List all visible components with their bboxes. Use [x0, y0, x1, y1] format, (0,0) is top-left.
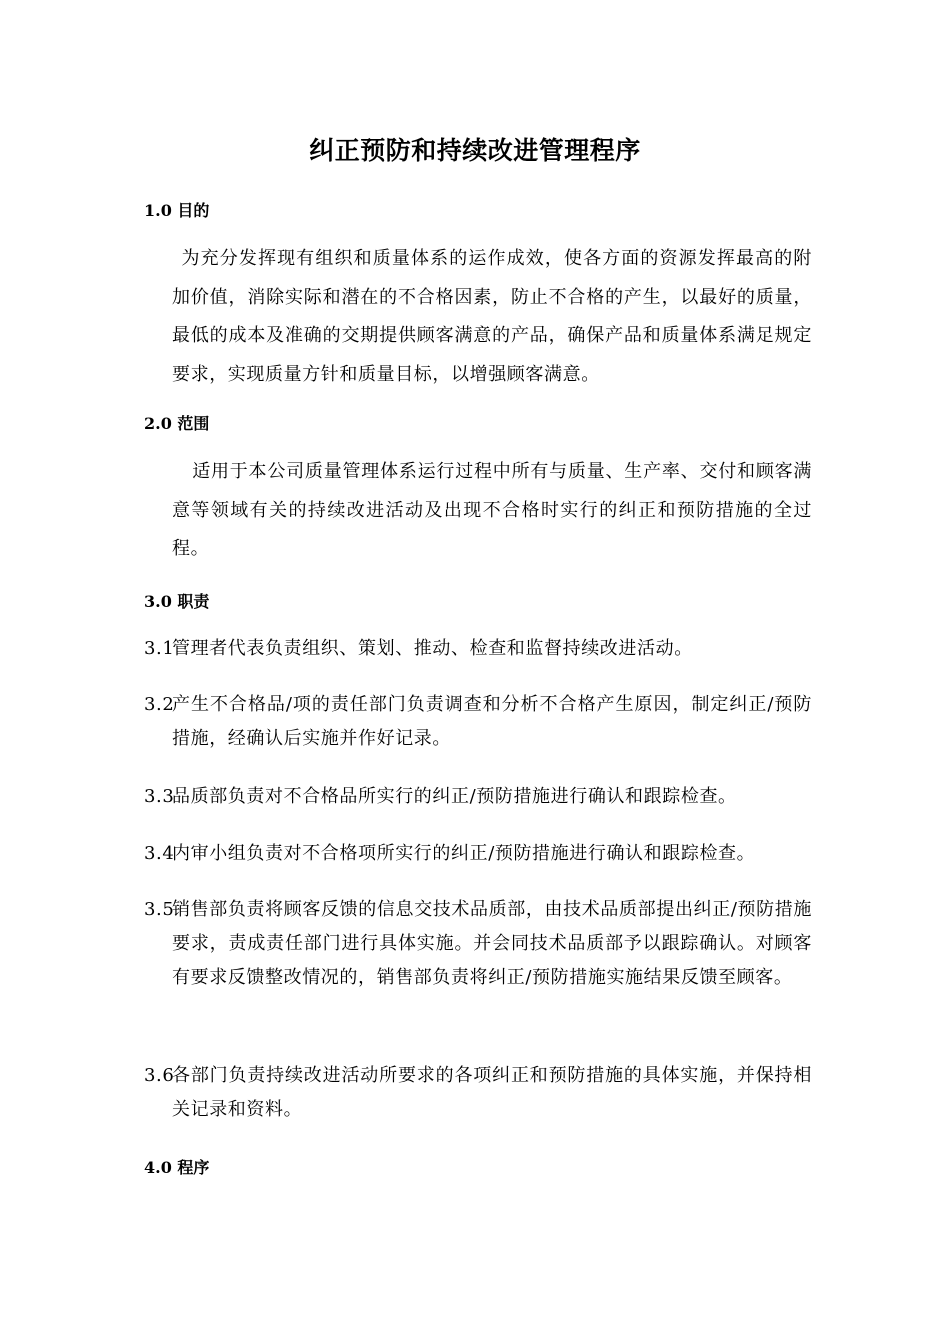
section-body-scope-text: 适用于本公司质量管理体系运行过程中所有与质量、生产率、交付和顾客满意等领域有关的持续改进活动及出现不合格时实行的纠正和预防措施的全过程。 — [172, 461, 812, 559]
responsibility-item-3-1 — [144, 632, 812, 666]
section-heading-purpose: 1.0 目的 — [144, 201, 210, 220]
item-number: 3.2 — [144, 694, 175, 715]
item-text: 各部门负责持续改进活动所要求的各项纠正和预防措施的具体实施，并保持相关记录和资料。 — [172, 1065, 812, 1120]
document-title: 纠正预防和持续改进管理程序 — [309, 136, 641, 165]
responsibility-item-3-6 — [144, 1059, 812, 1127]
section-heading-procedure: 4.0 程序 — [144, 1158, 210, 1177]
item-text: 销售部负责将顾客反馈的信息交技术品质部，由技术品质部提出纠正/预防措施要求，责成责任部门进行具体实施。并会同技术品质部予以跟踪确认。对顾客有要求反馈整改情况的，销售部负责将纠正/预防措施实施结果反馈至顾客。 — [172, 899, 812, 988]
section-body-purpose — [172, 240, 812, 394]
section-heading-responsibilities: 3.0 职责 — [144, 592, 210, 611]
item-number: 3.1 — [144, 638, 175, 659]
responsibility-item-3-5 — [144, 893, 812, 995]
item-number: 3.3 — [144, 786, 175, 807]
section-body-scope — [172, 453, 812, 569]
item-number: 3.4 — [144, 843, 175, 864]
item-text: 管理者代表负责组织、策划、推动、检查和监督持续改进活动。 — [172, 638, 693, 659]
section-body-purpose-text: 为充分发挥现有组织和质量体系的运作成效，使各方面的资源发挥最高的附加价值，消除实际和潜在的不合格因素，防止不合格的产生，以最好的质量，最低的成本及准确的交期提供顾客满意的产品，确保产品和质量体系满足规定要求，实现质量方针和质量目标，以增强顾客满意。 — [172, 248, 812, 385]
responsibility-item-3-3 — [144, 780, 812, 814]
section-heading-scope: 2.0 范围 — [144, 414, 210, 433]
item-number: 3.5 — [144, 899, 175, 920]
item-text: 内审小组负责对不合格项所实行的纠正/预防措施进行确认和跟踪检查。 — [172, 843, 756, 864]
item-text: 品质部负责对不合格品所实行的纠正/预防措施进行确认和跟踪检查。 — [172, 786, 737, 807]
item-text: 产生不合格品/项的责任部门负责调查和分析不合格产生原因，制定纠正/预防措施，经确认后实施并作好记录。 — [172, 694, 812, 749]
responsibility-item-3-4 — [144, 837, 812, 871]
responsibility-item-3-2 — [144, 688, 812, 756]
item-number: 3.6 — [144, 1065, 175, 1086]
